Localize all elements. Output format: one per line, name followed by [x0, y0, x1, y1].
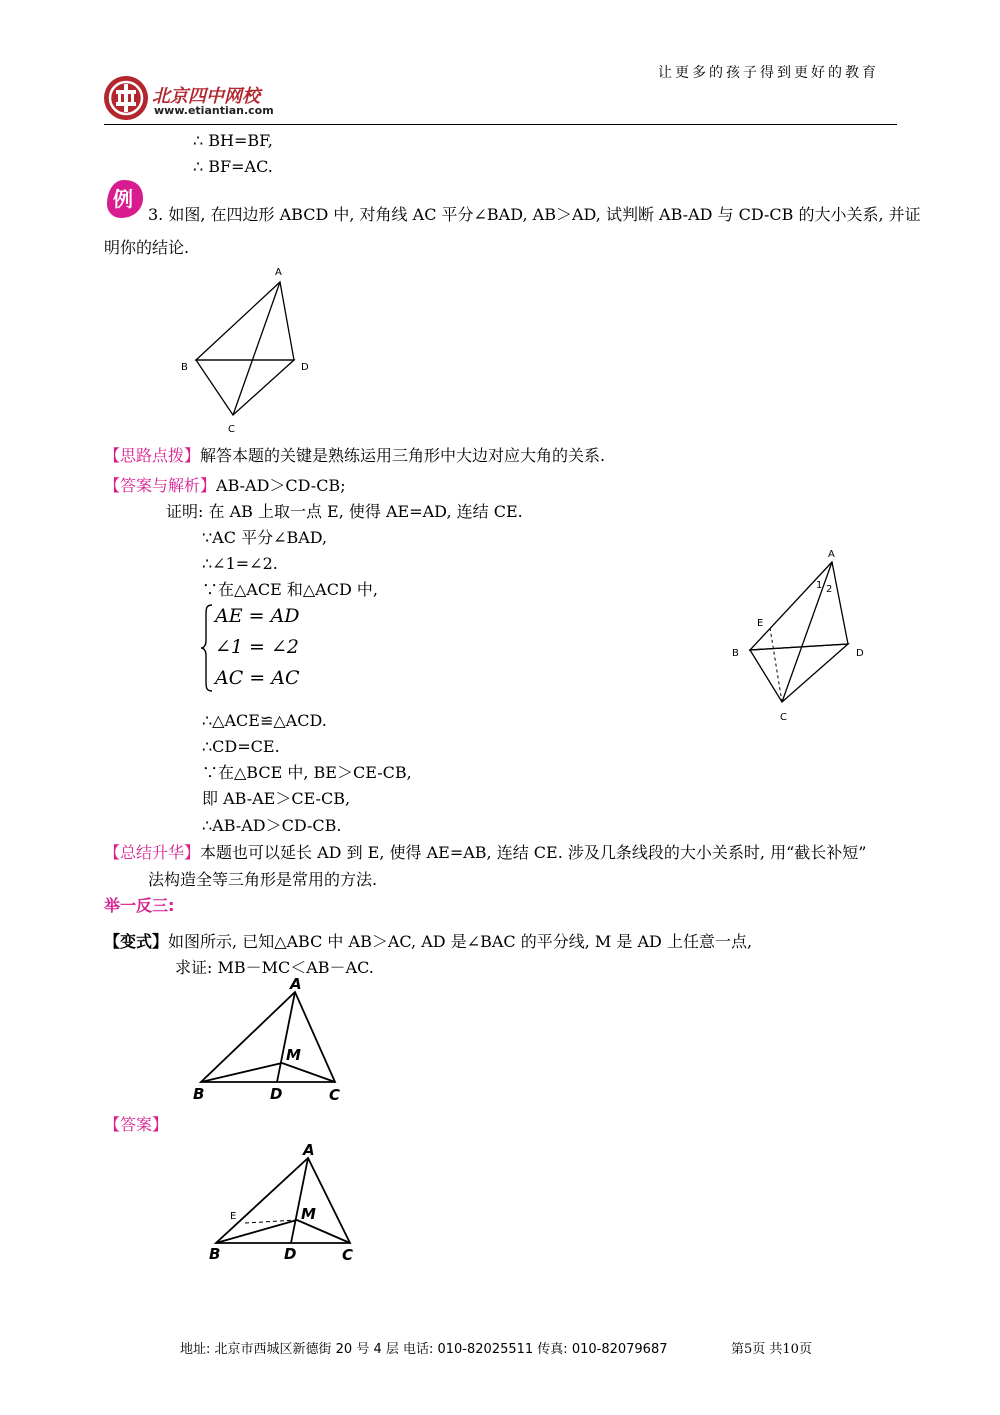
fig3-label-d: D [270, 1085, 283, 1103]
top-line-1: ∴ BH=BF, [193, 131, 273, 150]
example-question-line2: 明你的结论. [104, 238, 190, 257]
hint-label: 【思路点拨】 [104, 446, 201, 465]
fig1-label-c: C [228, 424, 235, 435]
segment-mc [297, 1220, 350, 1243]
example-question-line1: 3. 如图, 在四边形 ABCD 中, 对角线 AC 平分∠BAD, AB＞AD, 试判断 AB-AD 与 CD-CB 的大小关系, 并证 [148, 205, 921, 224]
footer-page: 第5页 共10页 [731, 1342, 812, 1357]
fig4-label-b: B [209, 1245, 221, 1263]
figure-triangle-abc-m [185, 975, 355, 1107]
fig2-label-d: D [856, 648, 864, 659]
segment-bm [201, 1063, 282, 1082]
logo-icon [102, 74, 150, 122]
answer-label: 【答案与解析】 [104, 476, 217, 495]
fig3-label-b: B [193, 1085, 205, 1103]
example-badge-icon [103, 178, 145, 220]
hint [104, 446, 605, 466]
fig3-label-m: M [286, 1046, 301, 1064]
answer [104, 476, 346, 496]
summary-text-1: 本题也可以延长 AD 到 E, 使得 AE=AB, 连结 CE. 涉及几条线段的大小关系时, 用“截长补短” [200, 843, 867, 862]
practice-title: 举一反三: [104, 896, 175, 915]
example-badge-text: 例 [113, 187, 133, 211]
brace-icon [200, 603, 214, 693]
fig4-label-d: D [284, 1245, 297, 1263]
variant-line2: 求证: MB－MC＜AB－AC. [175, 958, 374, 977]
triangle-abc [201, 992, 335, 1082]
answer2-label: 【答案】 [104, 1115, 169, 1134]
header-rule [104, 124, 897, 125]
proof-line-4: ∴△ACE≌△ACD. [202, 711, 327, 730]
proof-line-1: ∵AC 平分∠BAD, [202, 528, 328, 547]
summary-line1 [104, 843, 866, 863]
summary-line2: 法构造全等三角形是常用的方法. [148, 870, 378, 889]
fig2-label-angle1: 1 [816, 580, 823, 591]
brace-eq-1: AE = AD [215, 605, 300, 627]
variant-line1 [104, 932, 752, 952]
fig4-label-a: A [303, 1141, 315, 1159]
fig2-label-a: A [828, 549, 835, 560]
triangle-bcd [196, 360, 294, 415]
fig2-label-angle2: 2 [826, 584, 833, 595]
fig1-label-d: D [301, 362, 309, 373]
hint-text: 解答本题的关键是熟练运用三角形中大边对应大角的关系. [200, 446, 606, 465]
variant-label: 【变式】 [104, 932, 169, 951]
fig4-label-e: E [230, 1211, 237, 1222]
variant-text-1: 如图所示, 已知△ABC 中 AB＞AC, AD 是∠BAC 的平分线, M 是 AD 上任意一点, [168, 932, 753, 951]
fig2-label-b: B [732, 648, 739, 659]
proof-line-3: ∵在△ACE 和△ACD 中, [202, 580, 378, 599]
fig1-label-b: B [181, 362, 188, 373]
top-line-2: ∴ BF=AC. [193, 157, 273, 176]
logo-url: www.etiantian.com [154, 104, 274, 117]
fig4-label-c: C [342, 1246, 354, 1264]
dashed-segment-ce [770, 628, 782, 702]
proof-line-2: ∴∠1=∠2. [202, 554, 278, 573]
triangle-abd [196, 282, 294, 360]
diagonal-ac [233, 282, 280, 415]
proof-line-7: 即 AB-AE＞CE-CB, [202, 789, 351, 808]
footer-address: 地址: 北京市西城区新德街 20 号 4 层 电话: 010-82025511 传真: 010-82079687 [180, 1342, 668, 1357]
figure-quadrilateral-abcd [170, 262, 330, 438]
header-slogan: 让更多的孩子得到更好的教育 [658, 65, 879, 81]
fig3-label-a: A [290, 975, 302, 993]
fig4-label-m: M [301, 1205, 316, 1223]
logo-name: 北京四中网校 [152, 86, 260, 107]
fig2-label-e: E [757, 618, 764, 629]
fig2-label-c: C [780, 712, 787, 723]
proof-intro: 证明: 在 AB 上取一点 E, 使得 AE=AD, 连结 CE. [166, 502, 523, 521]
fig3-label-c: C [329, 1086, 341, 1104]
proof-line-8: ∴AB-AD＞CD-CB. [202, 816, 342, 835]
brace-eq-3: AC = AC [215, 667, 300, 689]
proof-line-6: ∵在△BCE 中, BE＞CE-CB, [202, 763, 412, 782]
proof-line-5: ∴CD=CE. [202, 737, 280, 756]
brace-eq-2: ∠1 = ∠2 [215, 636, 300, 658]
diagonal-ac [782, 562, 832, 702]
answer-text: AB-AD＞CD-CB; [216, 476, 346, 495]
figure-quadrilateral-abcde [720, 540, 880, 730]
summary-label: 【总结升华】 [104, 843, 201, 862]
triangle-abd [750, 562, 848, 650]
triangle-abc [216, 1158, 350, 1243]
figure-triangle-abc-me [200, 1135, 370, 1267]
fig1-label-a: A [275, 267, 282, 278]
